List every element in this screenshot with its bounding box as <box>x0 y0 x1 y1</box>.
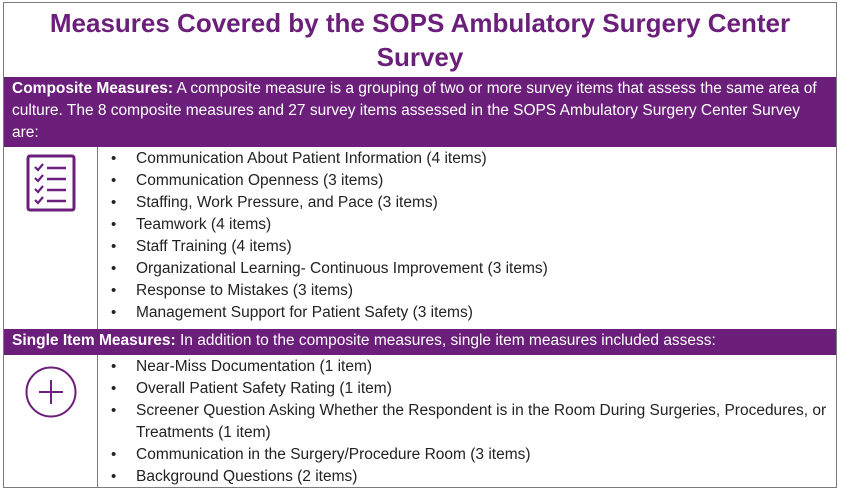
list-item: • Staffing, Work Pressure, and Pace (3 items) <box>98 192 836 214</box>
list-item: • Screener Question Asking Whether the Respondent is in the Room During Surgeries, Procedures, or Treatments (1 item) <box>98 400 836 444</box>
list-item: • Overall Patient Safety Rating (1 item) <box>98 378 836 400</box>
list-item: • Near-Miss Documentation (1 item) <box>98 356 836 378</box>
composite-heading: Composite Measures: <box>12 80 174 97</box>
single-heading: Single Item Measures: <box>12 332 176 349</box>
list-item: • Management Support for Patient Safety (3 items) <box>98 302 836 324</box>
single-header <box>4 329 836 355</box>
measures-table <box>3 2 837 488</box>
list-item: • Staff Training (4 items) <box>98 236 836 258</box>
single-icon-cell <box>4 355 98 487</box>
plus-circle-icon <box>24 365 78 419</box>
single-description: In addition to the composite measures, single item measures included assess: <box>175 332 716 349</box>
list-item: • Response to Mistakes (3 items) <box>98 280 836 302</box>
checklist-icon <box>25 153 77 213</box>
single-list <box>98 356 836 488</box>
list-item: • Communication About Patient Information (4 items) <box>98 148 836 170</box>
list-item: • Organizational Learning- Continuous Improvement (3 items) <box>98 258 836 280</box>
list-item: • Communication in the Surgery/Procedure Room (3 items) <box>98 444 836 466</box>
list-item: • Communication Openness (3 items) <box>98 170 836 192</box>
composite-icon-cell <box>4 147 98 329</box>
composite-description: A composite measure is a grouping of two or more survey items that assess the same area of culture. The 8 composite measures and 27 survey items assessed in the SOPS Ambulatory Surgery Center Survey are: <box>12 80 817 141</box>
composite-header <box>4 77 836 147</box>
page-title: Measures Covered by the SOPS Ambulatory Surgery Center Survey <box>49 8 791 72</box>
composite-list <box>98 148 836 324</box>
list-item: • Background Questions (2 items) <box>98 466 836 488</box>
list-item: • Teamwork (4 items) <box>98 214 836 236</box>
